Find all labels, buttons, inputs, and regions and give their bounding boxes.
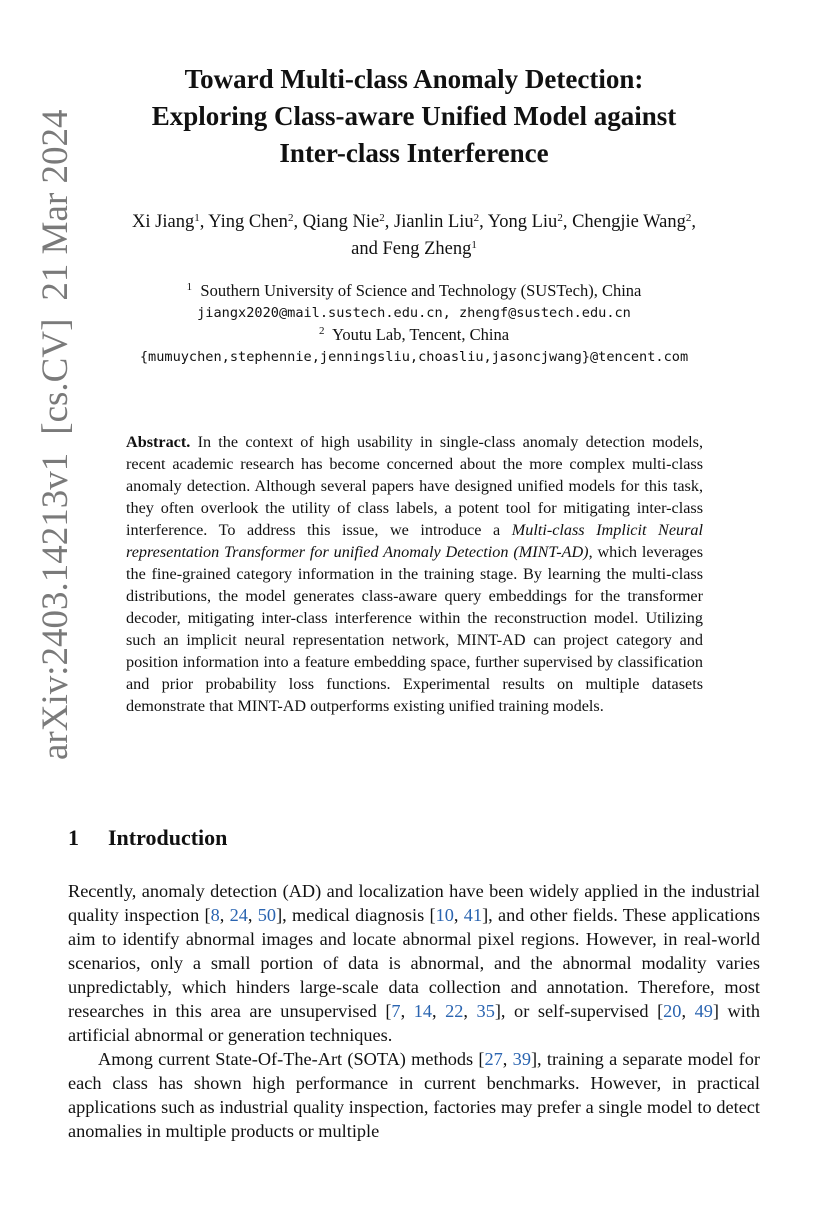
arxiv-sidebar-stamp [34, 91, 77, 760]
citation-link[interactable]: 35 [476, 1001, 495, 1021]
affiliation-1 [66, 280, 762, 302]
author: Chengjie Wang [572, 212, 686, 232]
text-run: Among current State-Of-The-Art (SOTA) methods [ [98, 1049, 485, 1069]
citation-link[interactable]: 7 [391, 1001, 401, 1021]
arxiv-id: arXiv:2403.14213v1 [35, 452, 76, 760]
author: Xi Jiang [132, 212, 195, 232]
text-run: ], medical diagnosis [ [276, 905, 436, 925]
author: Qiang Nie [302, 212, 380, 232]
affiliation-emails-2: {mumuychen,stephennie,jenningsliu,choasliu,jasoncjwang}@tencent.com [139, 349, 689, 365]
author: Feng Zheng [382, 239, 472, 259]
abstract [126, 431, 703, 717]
author: Ying Chen [208, 212, 288, 232]
arxiv-date: 21 Mar 2024 [35, 109, 76, 301]
abstract-text: , which leverages the fine-grained category information in the training stage. By learning the multi-class distributions, the model generates class-aware query embeddings for the transformer decoder, mitigating inter-class interference within the reconstruction model. Utilizing such an implicit neural representation network, MINT-AD can project category and position information into a feature embedding space, further supervised by classification and prior probability loss functions. Experimental results on multiple datasets demonstrate that MINT-AD outperforms existing unified training models. [126, 543, 703, 715]
body-text [68, 879, 760, 1143]
citation-link[interactable]: 8 [210, 905, 220, 925]
author-affil-mark: 2 [557, 212, 563, 224]
author-conjunction: and [351, 239, 378, 259]
paragraph: Recently, anomaly detection (AD) and localization have been widely applied in the industrial quality inspection [8, 24, 50], medical diagnosis [10, 41], and other fields. These applications aim to identify abnormal images and locate abnormal pixel regions. However, in real-world scenarios, only a small portion of data is abnormal, and the abnormal modality varies unpredictably, which hinders large-scale data collection and annotation. Therefore, most researches in this area are unsupervised [7, 14, 22, 35], or self-supervised [20, 49] with artificial abnormal or generation techniques. [68, 881, 761, 1045]
paper-title [90, 61, 738, 172]
author-line-1: Xi Jiang$^1$, Ying Chen$^2$, Qiang Nie$^2$, Jianlin Liu$^2$, Yong Liu$^2$, Chengjie Wang$^2$, [132, 212, 696, 232]
citation-link[interactable]: 22 [445, 1001, 464, 1021]
section-title: Introduction [108, 825, 228, 850]
title-line-1: Toward Multi-class Anomaly Detection: [184, 64, 644, 94]
citation-link[interactable]: 20 [663, 1001, 682, 1021]
text-run: Recently, anomaly detection (AD) and localization have been widely applied in the industrial quality inspection [ [68, 881, 760, 925]
affiliation-name: Southern University of Science and Technology (SUSTech), China [200, 281, 642, 300]
paragraph: Among current State-Of-The-Art (SOTA) methods [27, 39], training a separate model for each class has shown high performance in current benchmarks. However, in practical applications such as industrial quality inspection, factories may prefer a single model to detect anomalies in multiple products or multiple [68, 1049, 760, 1141]
citation-link[interactable]: 50 [257, 905, 277, 925]
section-heading [68, 825, 227, 851]
affiliation-emails-1: jiangx2020@mail.sustech.edu.cn, zhengf@sustech.edu.cn [197, 305, 631, 321]
author: Yong Liu [487, 212, 558, 232]
abstract-text: In the context of high usability in single-class anomaly detection models, recent academic research has become concerned about the more complex multi-class anomaly detection. Although several papers have designed unified models for this task, they often overlook the utility of class labels, a potent tool for mitigating inter-class interference. To address this issue, we introduce a [126, 433, 704, 539]
title-line-2: Exploring Class-aware Unified Model against [151, 101, 677, 131]
citation-link[interactable]: 24 [229, 905, 248, 925]
affil-mark: 1 [186, 281, 193, 293]
citation-link[interactable]: 39 [512, 1049, 531, 1069]
author-affil-mark: 2 [473, 212, 480, 224]
affil-mark: 2 [318, 325, 325, 337]
author-affil-mark: 2 [287, 212, 294, 224]
text-run: ] with artificial abnormal or generation techniques. [68, 1001, 761, 1045]
text-run: ], or self-supervised [ [494, 1001, 664, 1021]
author-affil-mark: 2 [685, 212, 692, 224]
citation-link[interactable]: 27 [484, 1049, 503, 1069]
text-run: ], and other fields. These applications aim to identify abnormal images and locate abnormal pixel regions. However, in real-world scenarios, only a small portion of data is abnormal, and the abnormal modality varies unpredictably, which hinders large-scale data collection and annotation. Therefore, most researches in this area are unsupervised [ [68, 905, 761, 1021]
citation-link[interactable]: 49 [694, 1001, 713, 1021]
author-affil-mark: 1 [471, 239, 477, 251]
text-run: ], training a separate model for each class has shown high performance in current benchmarks. However, in practical applications such as industrial quality inspection, factories may prefer a single model to detect anomalies in multiple products or multiple [68, 1049, 760, 1141]
author-list [66, 209, 762, 263]
affiliation-2 [66, 324, 762, 346]
citation-link[interactable]: 41 [463, 905, 483, 925]
author-affil-mark: 2 [379, 212, 385, 224]
abstract-method-name: Multi-class Implicit Neural representation Transformer for unified Anomaly Detection (MINT-AD) [126, 521, 703, 561]
citation-link[interactable]: 14 [413, 1001, 432, 1021]
citation-link[interactable]: 10 [435, 905, 454, 925]
author: Jianlin Liu [394, 212, 474, 232]
arxiv-category: [cs.CV] [35, 318, 76, 435]
abstract-label: Abstract. [126, 433, 191, 451]
title-line-3: Inter-class Interference [279, 138, 549, 168]
section-number: 1 [68, 825, 79, 850]
author-line-2 [66, 236, 762, 263]
affiliations [66, 280, 762, 368]
affiliation-name: Youtu Lab, Tencent, China [332, 325, 510, 344]
author-affil-mark: 1 [194, 212, 200, 224]
